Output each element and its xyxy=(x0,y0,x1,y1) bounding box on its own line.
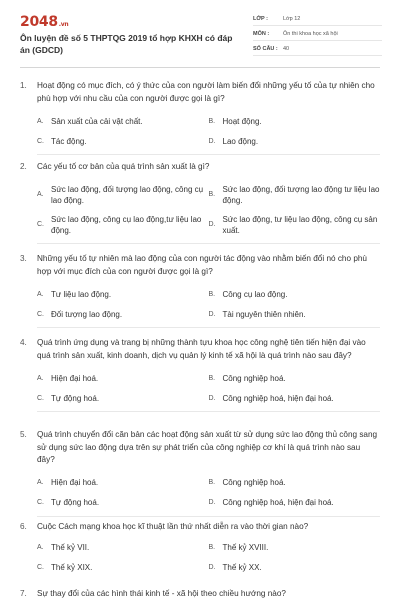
question-divider xyxy=(37,154,380,155)
answer-options xyxy=(37,284,380,328)
option-letter: B. xyxy=(208,117,216,125)
question-divider xyxy=(37,243,380,244)
option-text: Thế kỷ VII. xyxy=(51,543,90,552)
meta-value: Lớp 12 xyxy=(283,16,301,22)
option-text: Tự động hoá. xyxy=(51,393,100,403)
question-divider xyxy=(37,516,380,517)
option-d[interactable] xyxy=(209,393,381,404)
option-b[interactable] xyxy=(209,184,381,206)
question-text: Quá trình chuyển đổi căn bản các hoạt động sản xuất từ sử dụng sức lao động thủ công sang sử dụng sức lao động dựa trên sự phát triển của công nghiệp cơ khí là quá trình nào sau đây? xyxy=(37,430,378,464)
meta-value: Ôn thi khoa học xã hội xyxy=(283,31,338,37)
option-letter: A. xyxy=(37,374,44,382)
option-b[interactable] xyxy=(209,373,381,384)
header-divider xyxy=(20,67,380,68)
option-d[interactable] xyxy=(209,309,381,320)
question-stem xyxy=(20,588,380,601)
option-b[interactable] xyxy=(209,289,381,300)
option-text: Lao động. xyxy=(222,136,259,146)
question-stem xyxy=(20,429,380,467)
option-text: Tác động. xyxy=(51,136,87,146)
option-d[interactable] xyxy=(209,136,381,147)
meta-key: SỐ CÂU : xyxy=(253,46,278,52)
option-letter: C. xyxy=(37,499,44,506)
option-letter: B. xyxy=(208,544,216,551)
option-c[interactable] xyxy=(37,136,209,147)
option-letter: D. xyxy=(208,394,216,402)
option-b[interactable] xyxy=(209,477,381,488)
option-c[interactable] xyxy=(37,393,209,404)
document-title: Ôn luyện đề số 5 THPTQG 2019 tổ hợp KHXH có đáp án (GDCD) xyxy=(20,33,233,55)
meta-row-subject xyxy=(253,29,382,41)
option-a[interactable] xyxy=(37,289,209,300)
option-letter: B. xyxy=(208,191,216,198)
question-stem xyxy=(20,253,380,278)
option-letter: D. xyxy=(208,499,216,506)
option-text: Tư liệu lao động. xyxy=(51,289,112,299)
option-text: Sức lao động, đối tượng lao động, công cụ lao động. xyxy=(51,184,204,205)
question-text: Hoạt động có mục đích, có ý thức của con người làm biến đổi những yếu tố của tự nhiên cho phù hợp với nhu cầu của con người được gọi là gì? xyxy=(37,81,375,103)
option-a[interactable] xyxy=(37,373,209,384)
question-number: 3. xyxy=(20,254,27,263)
option-text: Tự động hoá. xyxy=(51,498,100,507)
question-3 xyxy=(20,253,380,328)
logo-text: 2048 xyxy=(20,14,58,30)
option-d[interactable] xyxy=(209,562,381,573)
question-number: 6. xyxy=(20,522,27,531)
option-text: Thế kỷ XIX. xyxy=(51,563,93,572)
meta-info xyxy=(253,14,382,59)
option-a[interactable] xyxy=(37,184,209,206)
option-letter: C. xyxy=(37,394,44,402)
option-letter: D. xyxy=(208,564,216,571)
meta-row-class xyxy=(253,14,382,26)
option-letter: B. xyxy=(208,479,216,486)
option-text: Công nghiệp hoá. xyxy=(222,478,286,487)
option-text: Thế kỷ XVIII. xyxy=(222,543,269,552)
question-stem xyxy=(20,80,380,105)
question-7 xyxy=(20,588,380,601)
option-letter: A. xyxy=(37,117,44,125)
question-divider xyxy=(37,411,380,412)
option-text: Sức lao động, tư liệu lao động, công cụ sản xuất. xyxy=(222,214,378,235)
option-d[interactable] xyxy=(209,214,381,236)
option-letter: C. xyxy=(37,310,44,318)
option-c[interactable] xyxy=(37,309,209,320)
option-b[interactable] xyxy=(209,542,381,553)
document-header xyxy=(20,14,382,60)
answer-options xyxy=(37,111,380,155)
question-number: 5. xyxy=(20,430,27,439)
option-c[interactable] xyxy=(37,497,209,508)
option-letter: A. xyxy=(37,479,44,486)
option-letter: A. xyxy=(37,290,44,298)
option-text: Công nghiệp hoá. xyxy=(222,373,286,383)
answer-options xyxy=(37,538,380,578)
option-letter: D. xyxy=(208,137,216,145)
meta-row-count xyxy=(253,44,382,56)
question-6 xyxy=(20,521,380,578)
option-letter: D. xyxy=(208,310,216,318)
option-letter: C. xyxy=(37,564,44,571)
question-number: 2. xyxy=(20,162,27,171)
option-text: Công cụ lao động. xyxy=(222,289,288,299)
question-number: 4. xyxy=(20,338,27,347)
answer-options xyxy=(37,473,380,517)
answer-options xyxy=(37,180,380,244)
option-text: Sản xuất của cải vật chất. xyxy=(51,116,143,126)
question-stem xyxy=(20,521,380,534)
option-letter: B. xyxy=(208,290,216,298)
question-text: Quá trình ứng dụng và trang bị những thành tựu khoa học công nghệ tiên tiến hiện đại vào quá trình sản xuất, kinh doanh, dịch vụ quản lý kinh tế xã hội là quá trình nào sau đây? xyxy=(37,338,366,360)
option-text: Hoạt động. xyxy=(222,116,262,126)
option-letter: A. xyxy=(37,544,44,551)
question-2 xyxy=(20,161,380,244)
option-text: Hiện đại hoá. xyxy=(51,373,99,383)
logo-suffix: .vn xyxy=(58,21,69,28)
question-5 xyxy=(20,429,380,517)
option-text: Công nghiệp hoá, hiện đại hoá. xyxy=(222,393,334,403)
question-number: 7. xyxy=(20,589,27,598)
meta-key: MÔN : xyxy=(253,31,270,37)
meta-key: LỚP : xyxy=(253,16,268,22)
option-a[interactable] xyxy=(37,477,209,488)
option-a[interactable] xyxy=(37,542,209,553)
question-text: Sự thay đổi của các hình thái kinh tế - xã hội theo chiều hướng nào? xyxy=(37,589,286,598)
option-letter: D. xyxy=(208,221,216,228)
question-stem xyxy=(20,337,380,362)
option-text: Tài nguyên thiên nhiên. xyxy=(222,309,306,319)
answer-options xyxy=(37,368,380,412)
question-number: 1. xyxy=(20,81,27,90)
option-c[interactable] xyxy=(37,562,209,573)
question-text: Các yếu tố cơ bản của quá trình sản xuất là gì? xyxy=(37,162,210,171)
meta-value: 40 xyxy=(283,46,290,52)
option-text: Công nghiệp hoá, hiện đại hoá. xyxy=(222,498,334,507)
site-logo[interactable] xyxy=(20,14,68,30)
option-text: Đối tượng lao động. xyxy=(51,309,123,319)
question-divider xyxy=(37,327,380,328)
option-c[interactable] xyxy=(37,214,209,236)
question-4 xyxy=(20,337,380,412)
option-letter: B. xyxy=(208,374,216,382)
option-a[interactable] xyxy=(37,116,209,127)
option-letter: A. xyxy=(37,191,44,198)
option-letter: C. xyxy=(37,221,44,228)
question-stem xyxy=(20,161,380,174)
question-text: Cuộc Cách mạng khoa học kĩ thuật lần thứ nhất diễn ra vào thời gian nào? xyxy=(37,522,309,531)
question-text: Những yếu tố tự nhiên mà lao động của con người tác động vào nhằm biến đổi nó cho phù hợp với mục đích của con người được gọi là gì? xyxy=(37,254,367,276)
option-letter: C. xyxy=(37,137,44,145)
option-d[interactable] xyxy=(209,497,381,508)
option-text: Sức lao động, đối tượng lao động tư liệu lao động. xyxy=(222,184,380,205)
option-b[interactable] xyxy=(209,116,381,127)
option-text: Sức lao động, công cụ lao động,tư liệu lao động. xyxy=(51,214,202,235)
option-text: Thế kỷ XX. xyxy=(222,563,262,572)
option-text: Hiện đại hoá. xyxy=(51,478,99,487)
question-1 xyxy=(20,80,380,155)
